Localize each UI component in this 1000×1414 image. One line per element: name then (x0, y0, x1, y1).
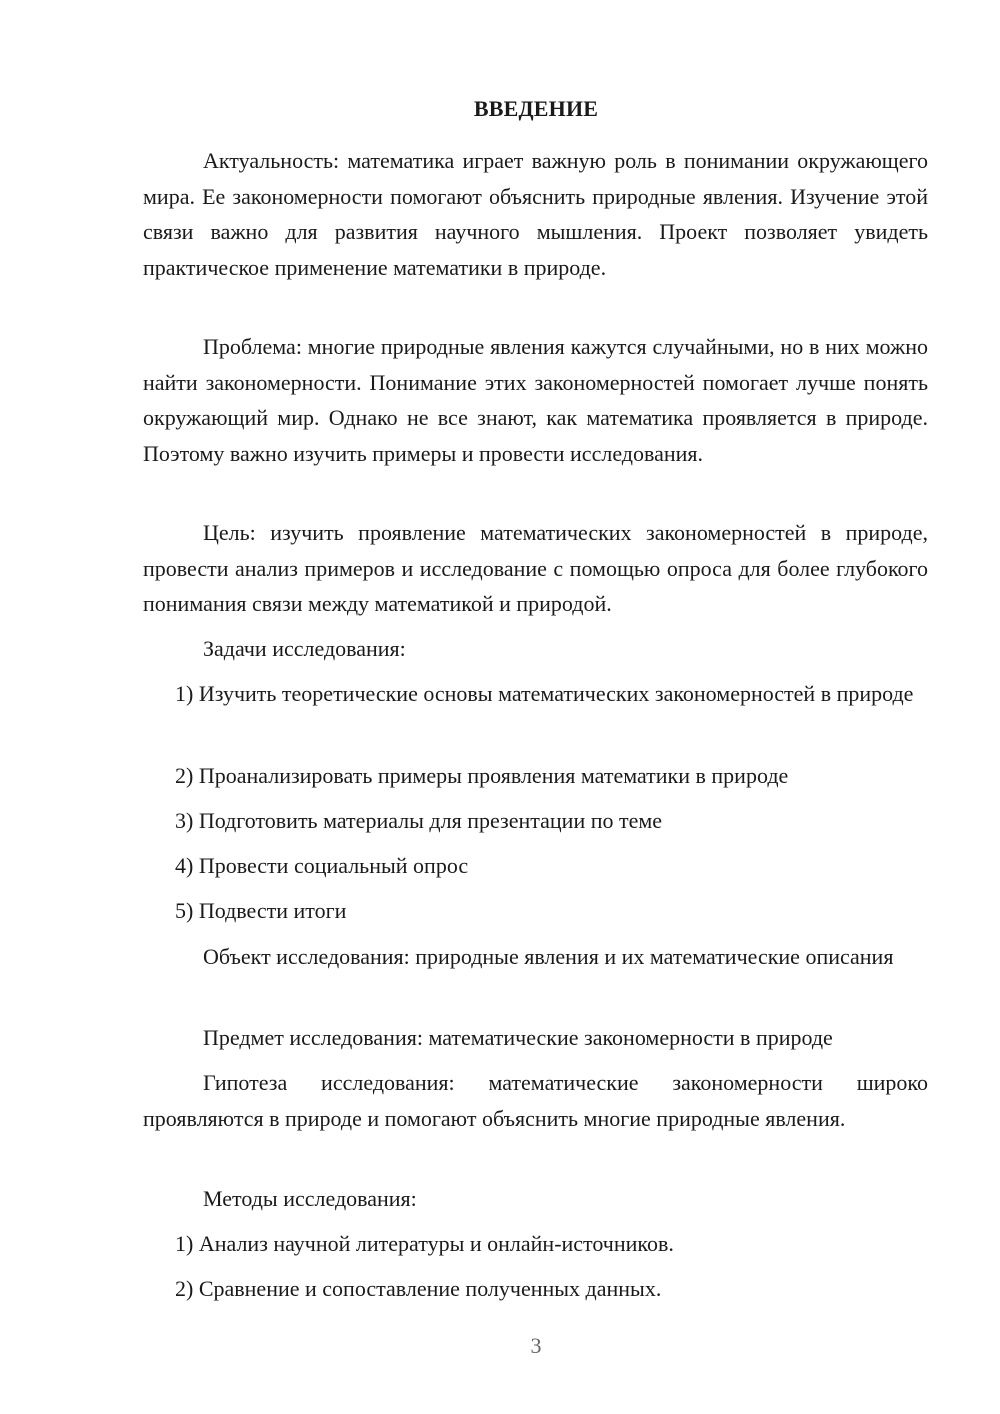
task-item-3: 3) Подготовить материалы для презентации по теме (175, 808, 663, 833)
method-item-2: 2) Сравнение и сопоставление полученных данных. (175, 1276, 662, 1301)
goal-paragraph: Цель: изучить проявление математических закономерностей в природе, провести анализ примеров и исследование с помощью опроса для более глубокого понимания связи между математикой и природой. (143, 520, 928, 616)
task-item-5: 5) Подвести итоги (175, 898, 347, 923)
methods-heading: Методы исследования: (203, 1186, 417, 1211)
problem-paragraph: Проблема: многие природные явления кажутся случайными, но в них можно найти закономерности. Понимание этих закономерностей помогает лучше понять окружающий мир. Однако не все знают, как математика проявляется в природе. Поэтому важно изучить примеры и провести исследования. (143, 334, 928, 466)
page-number: 3 (530, 1333, 542, 1358)
object-paragraph: Объект исследования: природные явления и их математические описания (203, 944, 894, 969)
subject-paragraph: Предмет исследования: математические закономерности в природе (203, 1025, 833, 1050)
method-item-1: 1) Анализ научной литературы и онлайн-источников. (175, 1231, 674, 1256)
relevance-paragraph: Актуальность: математика играет важную роль в понимании окружающего мира. Ее закономерности помогают объяснить природные явления. Изучение этой связи важно для развития научного мышления. Проект позволяет увидеть практическое применение математики в природе. (143, 148, 928, 280)
page-title: ВВЕДЕНИЕ (473, 96, 599, 121)
task-item-1: 1) Изучить теоретические основы математических закономерностей в природе (175, 681, 914, 706)
task-item-2: 2) Проанализировать примеры проявления математики в природе (175, 763, 789, 788)
tasks-heading: Задачи исследования: (203, 636, 406, 661)
hypothesis-paragraph: Гипотеза исследования: математические закономерности широко проявляются в природе и помогают объяснить многие природные явления. (143, 1070, 928, 1131)
task-item-4: 4) Провести социальный опрос (175, 853, 469, 878)
